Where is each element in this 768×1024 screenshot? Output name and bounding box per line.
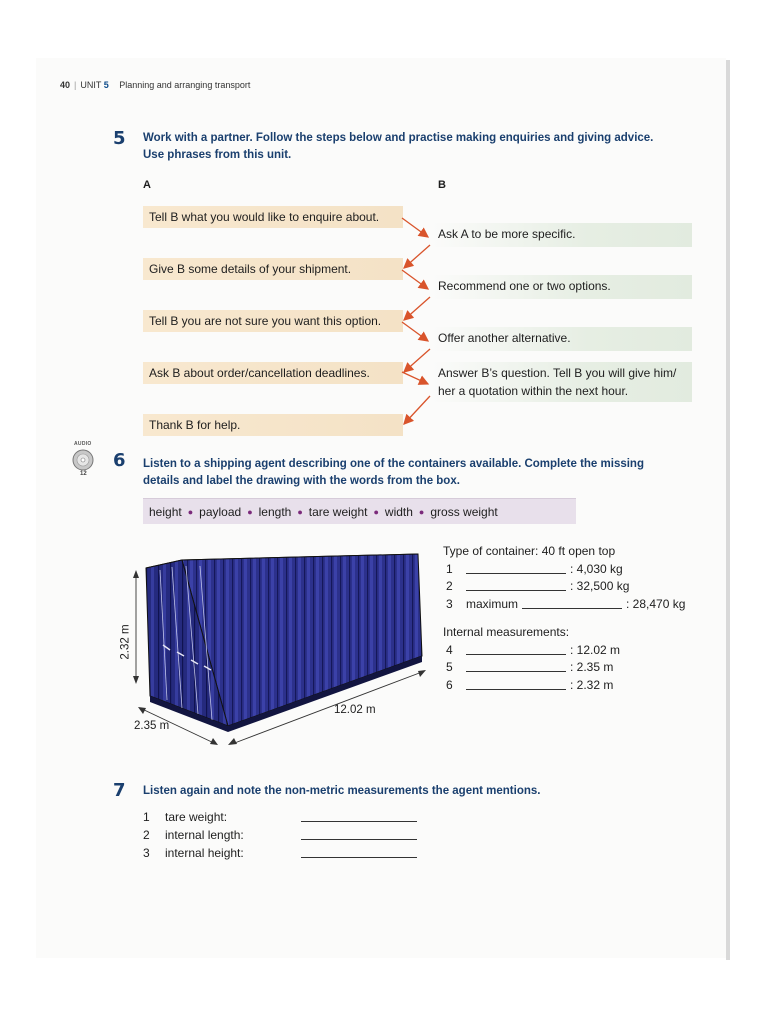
word-gross-weight: gross weight <box>430 505 498 519</box>
bullet-icon: ● <box>418 507 425 517</box>
exercise-6-instruction-line2: details and label the drawing with the words from the box. <box>143 475 460 487</box>
arrow-a4-to-b4 <box>402 372 428 384</box>
b-step-4-line1: Answer B’s question. Tell B you will give him/ <box>438 366 677 380</box>
word-height: height <box>149 505 182 519</box>
arrow-a1-to-b1 <box>402 218 428 237</box>
detail-row-3: 3 maximum : 28,470 kg <box>446 597 686 611</box>
unit-number: 5 <box>103 80 109 90</box>
detail-row-2: 2 : 32,500 kg <box>446 579 630 593</box>
page-number: 40 <box>60 80 71 90</box>
exercise-7-instruction: Listen again and note the non-metric measurements the agent mentions. <box>143 785 541 797</box>
bullet-icon: ● <box>373 507 379 517</box>
answer-blank-1[interactable] <box>466 563 566 574</box>
ex7-item-3: 3 internal height: <box>143 844 417 862</box>
ex7-item-2: 2 internal length: <box>143 826 417 844</box>
arrow-b4-to-a5 <box>404 396 430 424</box>
arrow-b2-to-a3 <box>404 297 430 320</box>
arrow-a2-to-b2 <box>402 270 428 289</box>
answer-blank-4[interactable] <box>466 644 566 655</box>
exercise-7-number: 7 <box>113 780 126 801</box>
bullet-icon: ● <box>247 507 253 517</box>
exercise-6-instruction-line1: Listen to a shipping agent describing one of the containers available. Complete the missing <box>143 458 644 470</box>
ex7-answer-blank-2[interactable] <box>301 829 417 840</box>
exercise-5-instruction-line2: Use phrases from this unit. <box>143 149 292 161</box>
arrow-b1-to-a2 <box>404 245 430 268</box>
answer-blank-5[interactable] <box>466 661 566 672</box>
answer-blank-6[interactable] <box>466 679 566 690</box>
unit-title: Planning and arranging transport <box>119 80 251 90</box>
detail-row-5: 5 : 2.35 m <box>446 660 614 674</box>
detail-row-6: 6 : 2.32 m <box>446 678 614 692</box>
column-a-heading: A <box>143 179 151 191</box>
dimension-width-label: 2.35 m <box>134 720 170 732</box>
a-step-1: Tell B what you would like to enquire about. <box>143 206 403 228</box>
internal-measurements-heading: Internal measurements: <box>443 625 570 639</box>
column-b-heading: B <box>438 179 446 191</box>
bullet-icon: ● <box>297 507 303 517</box>
arrow-a3-to-b3 <box>402 322 428 341</box>
shipping-container-drawing <box>100 540 440 750</box>
exercise-5-instruction-line1: Work with a partner. Follow the steps below and practise making enquiries and giving advice. <box>143 132 654 144</box>
b-step-3: Offer another alternative. <box>432 327 692 351</box>
word-width: width <box>384 505 413 519</box>
exercise-6-instruction <box>143 456 644 490</box>
exercise-6-number: 6 <box>113 450 126 471</box>
ex7-item-1: 1 tare weight: <box>143 808 417 826</box>
word-payload: payload <box>199 505 242 519</box>
word-length: length <box>258 505 292 519</box>
ex7-answer-blank-3[interactable] <box>301 847 417 858</box>
bullet-icon: ● <box>187 507 194 517</box>
detail-row-4: 4 : 12.02 m <box>446 643 621 657</box>
audio-cd-icon[interactable] <box>72 449 94 471</box>
a-step-3: Tell B you are not sure you want this option. <box>143 310 403 332</box>
arrow-b3-to-a4 <box>404 349 430 372</box>
audio-label: AUDIO <box>74 441 92 447</box>
container-type: Type of container: 40 ft open top <box>443 544 616 558</box>
answer-blank-2[interactable] <box>466 580 566 591</box>
a-step-4: Ask B about order/cancellation deadlines. <box>143 362 403 384</box>
a-step-5: Thank B for help. <box>143 414 403 436</box>
word-tare-weight: tare weight <box>308 505 368 519</box>
detail-row-1: 1 : 4,030 kg <box>446 562 623 576</box>
header-separator: | <box>74 80 77 90</box>
ex7-answer-blank-1[interactable] <box>301 811 417 822</box>
word-box <box>143 498 576 524</box>
b-step-1: Ask A to be more specific. <box>432 223 692 247</box>
audio-track-number: 12 <box>80 471 87 477</box>
exercise-5-number: 5 <box>113 128 126 149</box>
dimension-length-label: 12.02 m <box>334 704 376 716</box>
dimension-height-label: 2.32 m <box>119 624 132 660</box>
b-step-2: Recommend one or two options. <box>432 275 692 299</box>
unit-word: UNIT <box>80 80 102 90</box>
answer-blank-3[interactable] <box>522 598 622 609</box>
a-step-2: Give B some details of your shipment. <box>143 258 403 280</box>
b-step-4-line2: her a quotation within the next hour. <box>438 384 629 398</box>
